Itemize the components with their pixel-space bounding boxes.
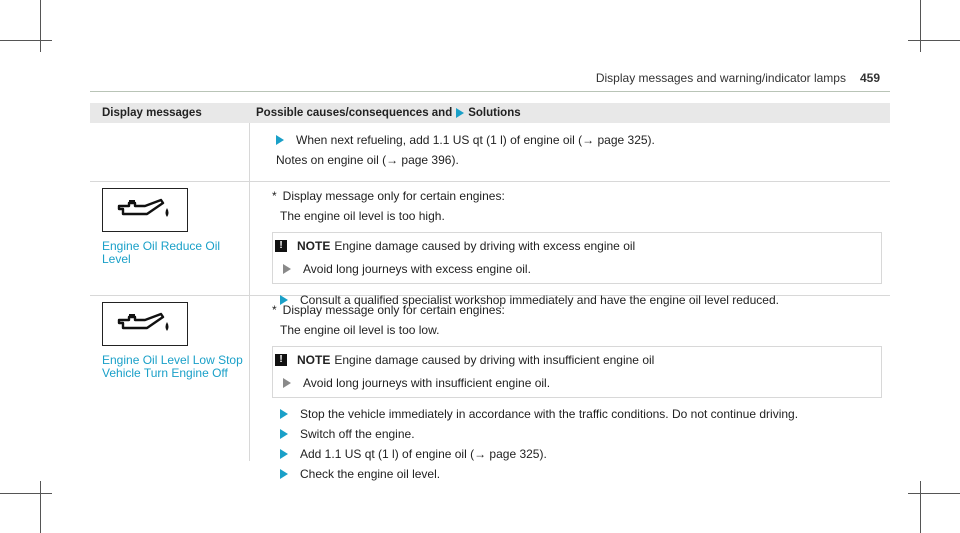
table-row <box>90 296 890 481</box>
crop-mark <box>920 0 921 52</box>
note-box <box>272 232 882 284</box>
cause-statement: The engine oil level is too high. <box>280 209 445 223</box>
message-cell <box>90 182 250 295</box>
oil-can-icon <box>102 302 188 346</box>
arrow-bullet-icon <box>283 378 291 388</box>
crop-mark <box>0 493 52 494</box>
header-rule <box>90 91 890 92</box>
solution-cell <box>250 296 890 481</box>
note-box <box>272 346 882 398</box>
table-row <box>90 123 890 182</box>
arrow-bullet-icon <box>283 264 291 274</box>
step: Check the engine oil level. <box>272 464 882 484</box>
display-messages-table <box>90 103 890 481</box>
display-message: Engine Oil Reduce Oil Level <box>102 239 221 266</box>
cause-statement: The engine oil level is too low. <box>280 323 440 337</box>
solution-cell <box>250 182 890 307</box>
step: Avoid long journeys with insufficient engine oil. <box>273 373 881 393</box>
warning-icon: ! <box>275 354 287 366</box>
step: When next refueling, add 1.1 US qt (1 l) of engine oil (→ page 325). <box>268 130 882 150</box>
step: Switch off the engine. <box>272 424 882 444</box>
table-row <box>90 182 890 307</box>
oil-can-icon <box>102 188 188 232</box>
col-header-messages: Display messages <box>102 107 202 119</box>
step: Avoid long journeys with excess engine oil. <box>273 259 881 279</box>
arrow-bullet-icon <box>280 409 288 419</box>
engine-note: * Display message only for certain engines: <box>272 303 505 317</box>
display-message-line: Engine Oil Level Low Stop <box>102 353 243 367</box>
note-heading: ! NOTE Engine damage caused by driving with insufficient engine oil <box>273 351 881 369</box>
step: Stop the vehicle immediately in accordance with the traffic conditions. Do not continue driving. <box>272 404 882 424</box>
arrow-bullet-icon <box>280 469 288 479</box>
arrow-bullet-icon <box>280 429 288 439</box>
display-message-line: Vehicle Turn Engine Off <box>102 366 228 380</box>
col-header-causes: Possible causes/consequences and Solutions <box>256 107 521 119</box>
note-reference: Notes on engine oil (→ page 396). <box>276 153 459 167</box>
message-cell <box>90 123 250 181</box>
arrow-bullet-icon <box>276 135 284 145</box>
note-heading: ! NOTE Engine damage caused by driving with excess engine oil <box>273 237 881 255</box>
crop-mark <box>40 0 41 52</box>
crop-mark <box>908 493 960 494</box>
crop-mark <box>0 40 52 41</box>
crop-mark <box>40 481 41 533</box>
arrow-bullet-icon <box>456 108 464 118</box>
step: Add 1.1 US qt (1 l) of engine oil (→ page 325). <box>272 444 882 464</box>
section-title: Display messages and warning/indicator lamps <box>595 71 846 85</box>
table-header <box>90 103 890 123</box>
display-message <box>102 354 249 380</box>
crop-mark <box>920 481 921 533</box>
page-number: 459 <box>859 71 880 85</box>
solution-cell <box>250 123 890 181</box>
engine-note: * Display message only for certain engines: <box>272 189 505 203</box>
message-cell <box>90 296 250 461</box>
warning-icon: ! <box>275 240 287 252</box>
crop-mark <box>908 40 960 41</box>
running-head <box>596 71 880 85</box>
arrow-bullet-icon <box>280 449 288 459</box>
step: Consult a qualified specialist workshop immediately and have the engine oil level reduced. <box>272 290 882 310</box>
